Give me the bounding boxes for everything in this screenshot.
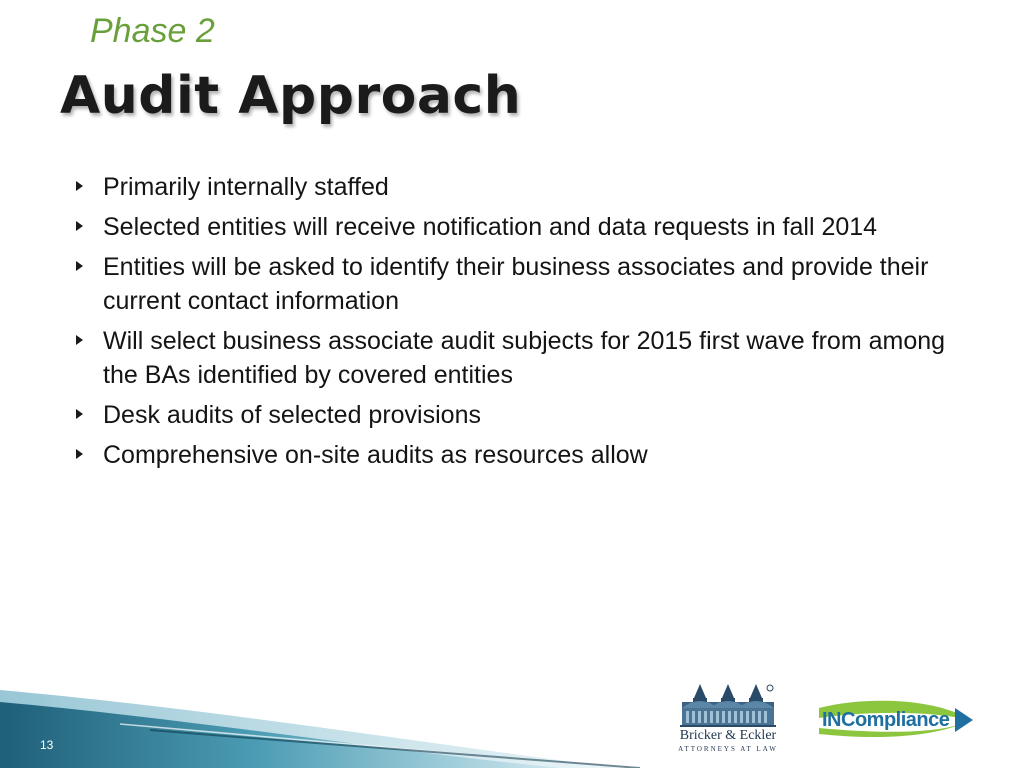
bullet-text: Desk audits of selected provisions xyxy=(103,401,481,429)
bullet-item xyxy=(72,438,952,472)
bullet-arrow-icon xyxy=(76,181,83,191)
bullet-item xyxy=(72,210,952,244)
incompliance-logo-text: INCompliance xyxy=(822,709,950,731)
bullet-text: Selected entities will receive notification and data requests in fall 2014 xyxy=(103,213,878,241)
bricker-eckler-name: Bricker & Eckler xyxy=(679,728,777,743)
slide-title: Audit Approach xyxy=(60,66,522,126)
bullet-text: Will select business associate audit subjects for 2015 first wave from among the BAs identified by covered entities xyxy=(103,327,946,389)
bullet-item xyxy=(72,398,952,432)
slide-subtitle: Phase 2 xyxy=(90,12,215,50)
bullet-text: Comprehensive on-site audits as resources allow xyxy=(103,441,648,469)
bullet-text: Entities will be asked to identify their business associates and provide their current contact information xyxy=(103,253,929,315)
bullet-list xyxy=(72,170,952,478)
bullet-arrow-icon xyxy=(76,409,83,419)
bullet-arrow-icon xyxy=(76,335,83,345)
bullet-arrow-icon xyxy=(76,261,83,271)
bullet-item xyxy=(72,250,952,318)
bullet-arrow-icon xyxy=(76,221,83,231)
bullet-text: Primarily internally staffed xyxy=(103,173,389,201)
bullet-item xyxy=(72,324,952,392)
bullet-arrow-icon xyxy=(76,449,83,459)
page-number: 13 xyxy=(40,738,54,752)
bullet-item xyxy=(72,170,952,204)
bricker-eckler-tagline: ATTORNEYS AT LAW xyxy=(678,745,778,753)
